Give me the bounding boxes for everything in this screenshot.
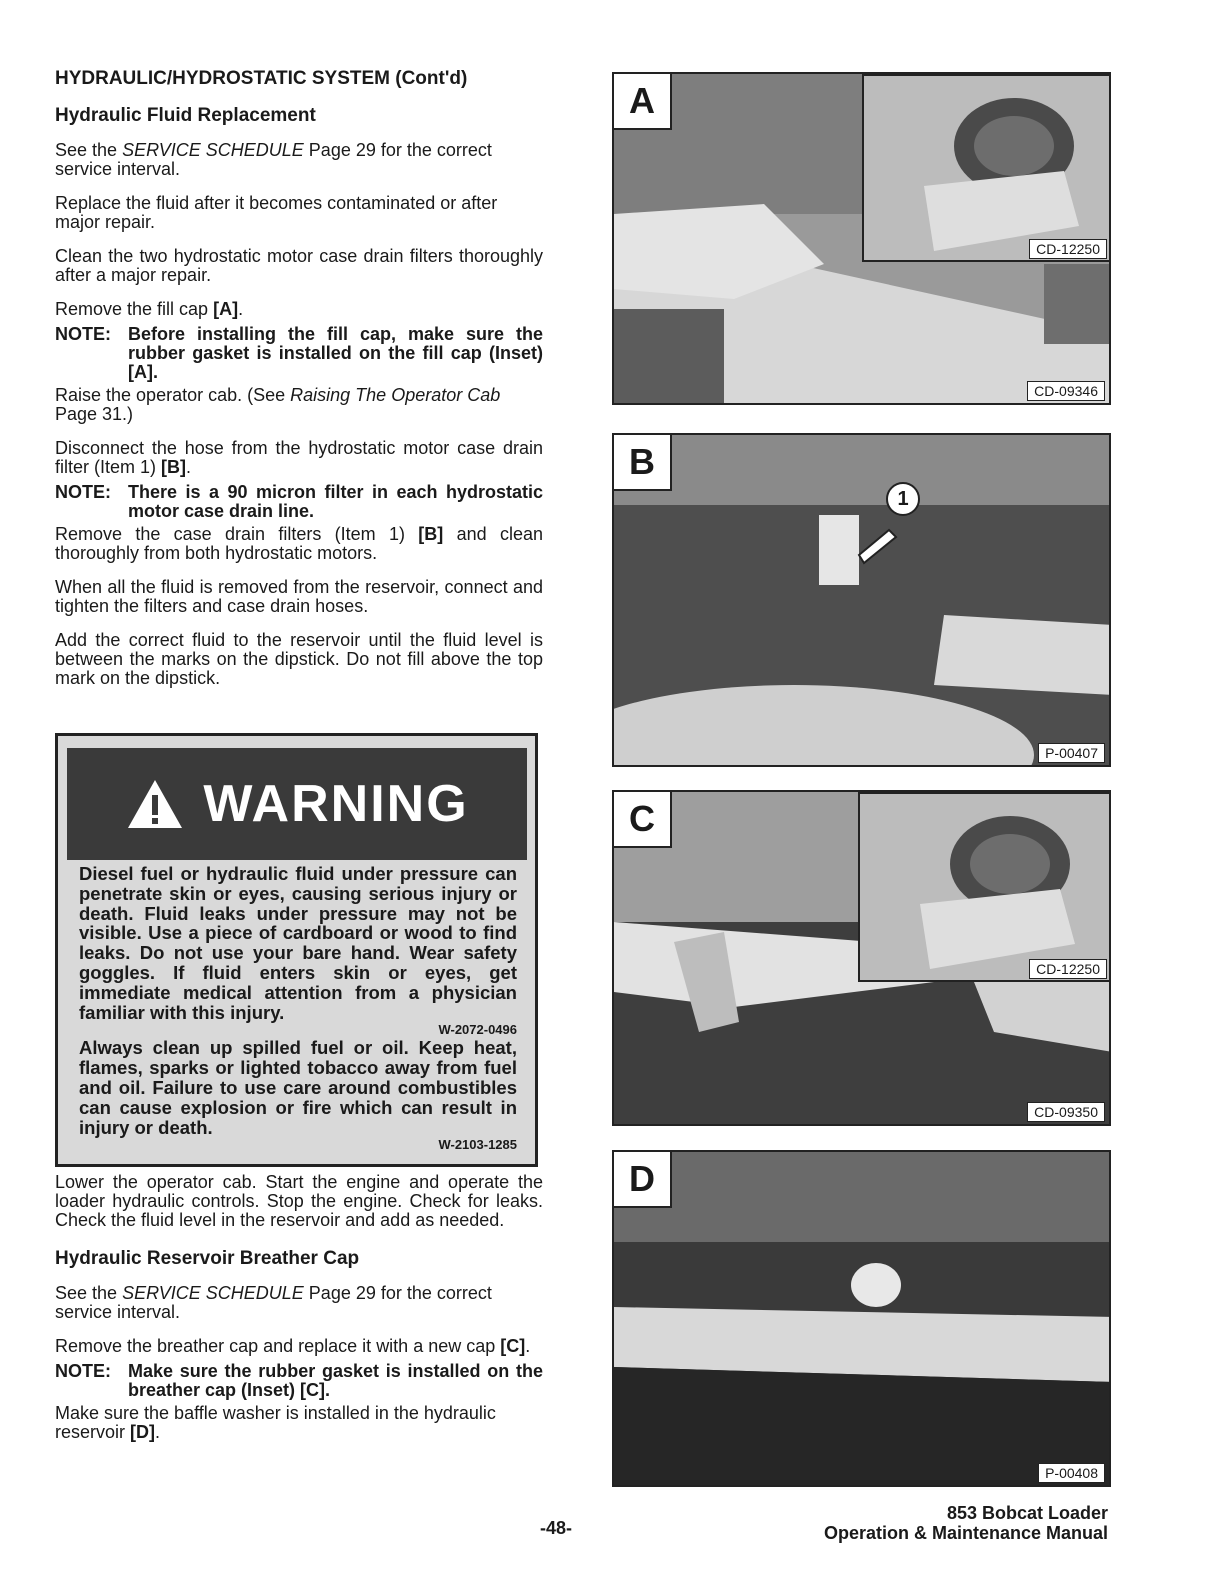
note-micron-filter bbox=[55, 483, 543, 521]
breather-cap-heading: Hydraulic Reservoir Breather Cap bbox=[55, 1248, 360, 1269]
figure-c-inset bbox=[858, 792, 1111, 982]
connect-filters-paragraph: When all the fluid is removed from the reservoir, connect and tighten the filters and case drain hoses. bbox=[55, 577, 543, 616]
note-label: NOTE: bbox=[55, 324, 111, 344]
figure-c-inset-code: CD-12250 bbox=[1029, 959, 1107, 979]
warning-code: W-2072-0496 bbox=[438, 1022, 517, 1038]
warning-body bbox=[79, 864, 517, 1153]
remove-fill-cap-paragraph: Remove the fill cap [A]. bbox=[55, 299, 244, 319]
lower-column bbox=[55, 1173, 543, 1457]
figure-a bbox=[612, 72, 1111, 405]
note-fill-cap bbox=[55, 325, 543, 382]
item-1-callout: 1 bbox=[886, 482, 920, 516]
manual-title-line1: 853 Bobcat Loader bbox=[946, 1503, 1108, 1523]
breather-service-interval-paragraph: See the SERVICE SCHEDULE Page 29 for the correct service interval. bbox=[55, 1283, 492, 1322]
figure-d-code: P-00408 bbox=[1038, 1463, 1105, 1483]
figure-d-letter: D bbox=[614, 1152, 672, 1208]
figure-b-photo bbox=[614, 435, 1111, 767]
left-column bbox=[55, 68, 543, 703]
note-rubber-gasket bbox=[55, 1362, 543, 1400]
note-text: Make sure the rubber gasket is installed on the breather cap (Inset) [C]. bbox=[128, 1361, 543, 1400]
manual-title-line2: Operation & Maintenance Manual bbox=[823, 1523, 1108, 1543]
figure-a-letter: A bbox=[614, 74, 672, 130]
remove-breather-cap-paragraph: Remove the breather cap and replace it with a new cap [C]. bbox=[55, 1336, 531, 1356]
warning-text-fuel: Always clean up spilled fuel or oil. Keep heat, flames, sparks or lighted tobacco away from fuel and oil. Failure to use care around combustibles can cause explosion or fire which can result in injury or death. bbox=[79, 1037, 517, 1138]
figure-a-inset bbox=[862, 74, 1111, 262]
note-label: NOTE: bbox=[55, 482, 111, 502]
raise-cab-paragraph: Raise the operator cab. (See Raising The Operator Cab Page 31.) bbox=[55, 385, 501, 424]
figure-b-code: P-00407 bbox=[1038, 743, 1105, 763]
warning-title: WARNING bbox=[203, 775, 469, 833]
note-label: NOTE: bbox=[55, 1361, 111, 1381]
clean-filters-paragraph: Clean the two hydrostatic motor case drain filters thoroughly after a major repair. bbox=[55, 246, 543, 285]
note-text: There is a 90 micron filter in each hydrostatic motor case drain line. bbox=[128, 482, 543, 521]
add-fluid-paragraph: Add the correct fluid to the reservoir until the fluid level is between the marks on the dipstick. Do not fill above the top mark on the dipstick. bbox=[55, 630, 543, 688]
baffle-washer-paragraph: Make sure the baffle washer is installed in the hydraulic reservoir [D]. bbox=[55, 1403, 496, 1442]
figure-a-inset-code: CD-12250 bbox=[1029, 239, 1107, 259]
disconnect-hose-paragraph: Disconnect the hose from the hydrostatic motor case drain filter (Item 1) [B]. bbox=[55, 438, 543, 477]
warning-triangle-icon bbox=[125, 777, 185, 831]
figure-d bbox=[612, 1150, 1111, 1487]
fluid-replacement-heading: Hydraulic Fluid Replacement bbox=[55, 105, 316, 126]
note-text: Before installing the fill cap, make sure the rubber gasket is installed on the fill cap (Inset) [A]. bbox=[128, 324, 543, 382]
warning-code: W-2103-1285 bbox=[438, 1137, 517, 1153]
service-interval-paragraph: See the SERVICE SCHEDULE Page 29 for the correct service interval. bbox=[55, 140, 492, 179]
figure-b bbox=[612, 433, 1111, 767]
figure-c-letter: C bbox=[614, 792, 672, 848]
warning-text-pressure: Diesel fuel or hydraulic fluid under pressure can penetrate skin or eyes, causing serious injury or death. Fluid leaks under pressure may not be visible. Use a piece of cardboard or wood to find leaks. Do not use your bare hand. Wear safety goggles. If fluid enters skin or eyes, get immediate medical attention from a physician familiar with this injury. bbox=[79, 863, 517, 1023]
remove-filters-paragraph: Remove the case drain filters (Item 1) [B] and clean thoroughly from both hydrostatic motors. bbox=[55, 524, 543, 563]
warning-header bbox=[67, 748, 527, 860]
figure-c bbox=[612, 790, 1111, 1126]
replace-fluid-paragraph: Replace the fluid after it becomes contaminated or after major repair. bbox=[55, 193, 498, 232]
figure-a-inset-photo bbox=[864, 76, 1111, 262]
figure-a-code: CD-09346 bbox=[1027, 381, 1105, 401]
page-number: -48- bbox=[540, 1518, 573, 1538]
warning-box bbox=[55, 733, 538, 1167]
figure-c-code: CD-09350 bbox=[1027, 1102, 1105, 1122]
figure-c-inset-photo bbox=[860, 794, 1111, 982]
section-title: HYDRAULIC/HYDROSTATIC SYSTEM (Cont'd) bbox=[55, 68, 468, 89]
lower-cab-paragraph: Lower the operator cab. Start the engine and operate the loader hydraulic controls. Stop the engine. Check for leaks. Check the fluid level in the reservoir and add as needed. bbox=[55, 1172, 543, 1230]
manual-title bbox=[824, 1503, 1108, 1543]
figure-b-letter: B bbox=[614, 435, 672, 491]
figure-d-photo bbox=[614, 1152, 1111, 1487]
